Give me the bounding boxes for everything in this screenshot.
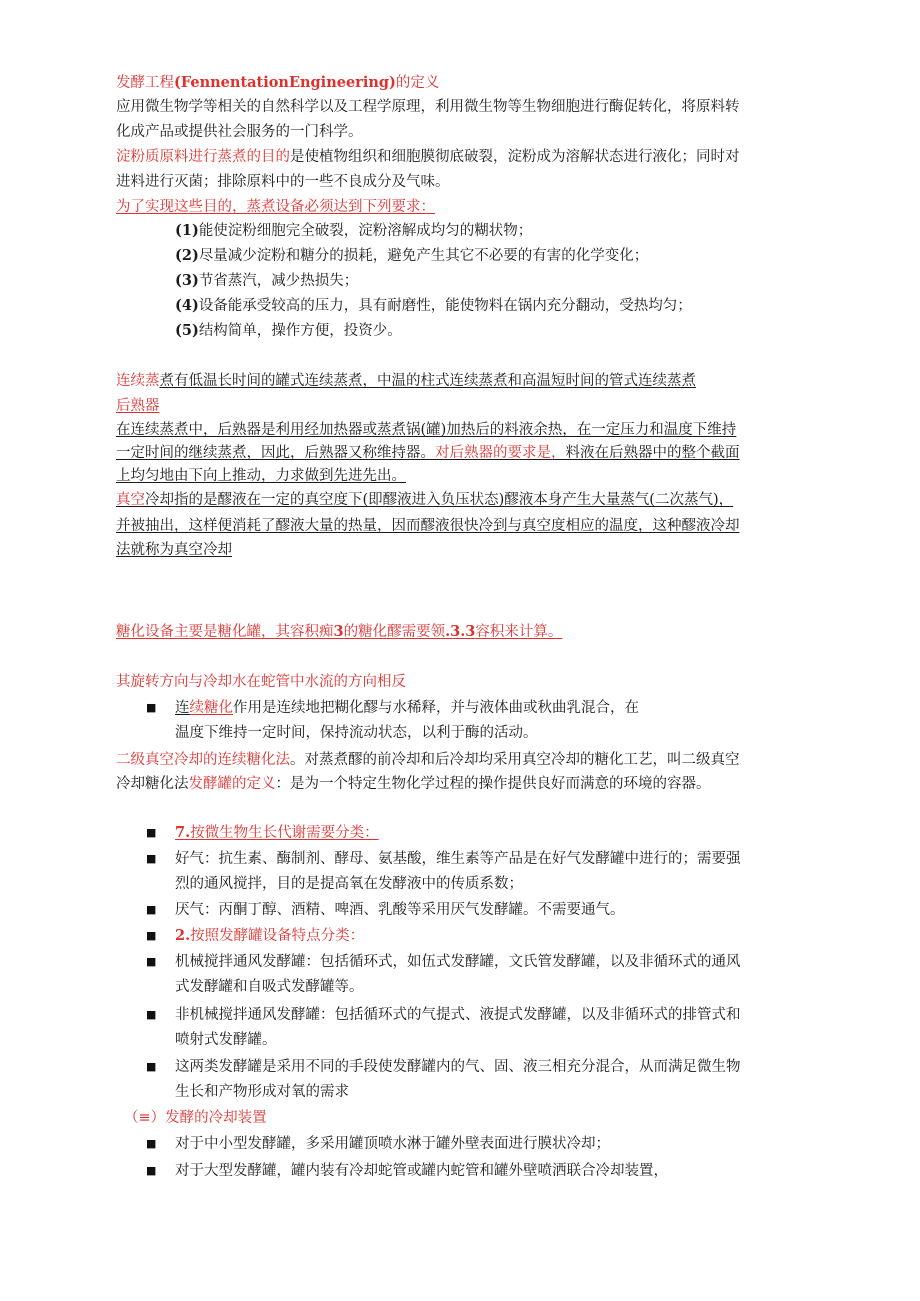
post-maturator-line: 上均匀地由下向上推动，力求做到先进先出。 xyxy=(116,468,406,484)
cooling-device-heading: （≡）发酵的冷却装置 xyxy=(124,1110,267,1126)
cooking-purpose-text: 是使植物组织和细胞膜彻底破裂，淀粉成为溶解状态进行液化；同时对 xyxy=(290,149,740,165)
cooking-purpose-term: 淀粉质原料进行蒸煮的目的 xyxy=(116,149,290,165)
continuous-cooking-term: 连续蒸 xyxy=(116,373,160,389)
bullet-icon: ■ xyxy=(146,929,157,942)
heading-suffix: 的定义 xyxy=(395,75,440,91)
bullet-icon: ■ xyxy=(146,1137,157,1150)
bullet-icon: ■ xyxy=(146,1008,157,1021)
bullet-icon: ■ xyxy=(146,852,157,865)
vacuum-text: 冷却指的是醪液在一定的真空度下(即醪液进入负压状态)醪液本身产生大量蒸气(二次蒸气)， xyxy=(145,492,734,508)
requirement-text: 尽量减少淀粉和糖分的损耗，避免产生其它不必要的有害的化学变化； xyxy=(198,248,649,264)
heading-english-term: (FennentationEngineering) xyxy=(174,74,396,91)
cooling-method-line: 对于大型发酵罐，罐内装有冷却蛇管或罐内蛇管和罐外壁喷洒联合冷却装置， xyxy=(175,1163,668,1179)
non-mechanical-fermenter-line: 非机械搅拌通风发酵罐：包括循环式的气提式、液提式发酵罐，以及非循环式的排管式和 xyxy=(175,1007,741,1023)
classification-heading xyxy=(175,823,379,843)
bullet-icon: ■ xyxy=(146,903,157,916)
fermenter-definition-text: ：是为一个特定生物化学过程的操作提供良好而满意的环境的容器。 xyxy=(275,776,711,792)
requirement-text: 能使淀粉细胞完全破裂，淀粉溶解成均匀的糊状物； xyxy=(198,223,533,239)
post-maturator-text: 一定时间的继续蒸煮，因此，后熟器又称维持器。 xyxy=(116,445,435,461)
vacuum-cooling-line xyxy=(116,490,733,510)
mechanical-fermenter-line: 式发酵罐和自吸式发酵罐等。 xyxy=(175,979,364,995)
two-stage-cooling-line xyxy=(116,750,740,770)
two-stage-cooling-text: 冷却糖化法 xyxy=(116,776,189,792)
continuous-saccharification-term: 连 xyxy=(175,700,190,716)
mechanical-fermenter-line: 机械搅拌通风发酵罐：包括循环式，如伍式发酵罐，文氏管发酵罐，以及非循环式的通风 xyxy=(175,954,741,970)
rotation-direction-line: 其旋转方向与冷却水在蛇管中水流的方向相反 xyxy=(116,674,406,690)
saccharification-text: 糖化设备主要是糖化罐，其容积痴 xyxy=(116,624,334,640)
classification-text: 按照发酵罐设备特点分类： xyxy=(190,928,365,944)
saccharification-number: .3.3 xyxy=(445,623,476,640)
non-mechanical-fermenter-line: 喷射式发酵罐。 xyxy=(175,1032,277,1048)
cooking-purpose-line xyxy=(116,147,740,167)
vacuum-term: 真空 xyxy=(116,492,145,508)
requirement-text: 结构简单，操作方便，投资少。 xyxy=(198,323,402,339)
continuous-saccharification-line xyxy=(175,698,639,718)
continuous-cooking-text: 煮有 xyxy=(159,373,189,389)
post-maturator-text: 料液在后熟器中的整个截面 xyxy=(565,445,740,461)
continuous-saccharification-term: 续糖化 xyxy=(189,700,233,716)
requirement-text: 设备能承受较高的压力，具有耐磨性，能使物料在锅内充分翻动，受热均匀； xyxy=(198,298,692,314)
fermenter-definition-line xyxy=(116,774,711,794)
requirement-text: 节省蒸汽，减少热损失； xyxy=(198,273,359,289)
fermenter-mixing-line: 这两类发酵罐是采用不同的手段使发酵罐内的气、固、液三相充分混合，从而满足微生物 xyxy=(175,1059,741,1075)
two-stage-cooling-text: 。对蒸煮醪的前冷却和后冷却均采用真空冷却的糖化工艺，叫二级真空 xyxy=(290,752,740,768)
classification-heading xyxy=(175,926,364,946)
aerobic-line: 烈的通风搅拌，目的是提高氧在发酵液中的传质系数； xyxy=(175,876,523,892)
requirement-item xyxy=(175,321,402,341)
requirement-item xyxy=(175,296,692,316)
cooking-purpose-line: 进料进行灭菌；排除原料中的一些不良成分及气味。 xyxy=(116,174,450,190)
definition-heading xyxy=(116,73,439,93)
saccharification-text: 的糖化醪需要领 xyxy=(343,624,446,640)
bullet-icon: ■ xyxy=(146,955,157,968)
classification-text: 按微生物生长代谢需要分类： xyxy=(190,825,379,841)
continuous-saccharification-line: 温度下维持一定时间，保持流动状态，以利于酶的活动。 xyxy=(175,725,538,741)
fermenter-definition-term: 发酵罐的定义 xyxy=(188,776,276,792)
requirements-title: 为了实现这些目的，蒸煮设备必须达到下列要求： xyxy=(116,199,435,215)
heading-red-term: 发酵工程 xyxy=(116,75,174,91)
cooling-method-line: 对于中小型发酵罐，多采用罐顶喷水淋于罐外壁表面进行膜状冷却； xyxy=(175,1136,610,1152)
classification-number: 7. xyxy=(175,824,191,841)
saccharification-number: 3 xyxy=(333,623,344,640)
requirement-item xyxy=(175,246,648,266)
continuous-cooking-line xyxy=(116,371,696,391)
post-maturator-line: 在连续蒸煮中，后熟器是利用经加热器或蒸煮锅(罐)加热后的料液余热，在一定压力和温度下维持 xyxy=(116,422,737,438)
requirement-number: (1) xyxy=(175,222,199,239)
requirement-item xyxy=(175,221,532,241)
requirement-item xyxy=(175,271,358,291)
vacuum-cooling-line: 并被抽出，这样便消耗了醪液大量的热量，因而醪液很快冷到与真空度相应的温度，这种醪液冷却 xyxy=(116,518,740,534)
continuous-saccharification-text: 作用是连续地把糊化醪与水稀释，并与液体曲或秋曲乳混合，在 xyxy=(233,700,639,716)
aerobic-line: 好气：抗生素、酶制剂、酵母、氨基酸，维生素等产品是在好气发酵罐中进行的；需要强 xyxy=(175,851,741,867)
post-maturator-title: 后熟器 xyxy=(116,398,160,414)
definition-body-line: 应用微生物学等相关的自然科学以及工程学原理，利用微生物等生物细胞进行酶促转化，将原料转 xyxy=(116,99,740,115)
bullet-icon: ■ xyxy=(146,1164,157,1177)
requirement-number: (5) xyxy=(175,322,199,339)
post-maturator-line xyxy=(116,443,740,463)
bullet-icon: ■ xyxy=(146,1060,157,1073)
definition-body-line: 化成产品或提供社会服务的一门科学。 xyxy=(116,124,363,140)
two-stage-cooling-term: 二级真空冷却的连续糖化法 xyxy=(116,752,290,768)
continuous-cooking-types: 低温长时间的罐式连续蒸煮，中温的柱式连续蒸煮和高温短时间的管式连续蒸煮 xyxy=(188,373,696,389)
requirement-number: (2) xyxy=(175,247,199,264)
saccharification-text: 容积来计算。 xyxy=(475,624,563,640)
requirement-number: (4) xyxy=(175,297,199,314)
bullet-icon: ■ xyxy=(146,826,157,839)
anaerobic-line: 厌气：丙酮丁醇、酒精、啤酒、乳酸等采用厌气发酵罐。不需要通气。 xyxy=(175,902,625,918)
fermenter-mixing-line: 生长和产物形成对氧的需求 xyxy=(175,1084,349,1100)
saccharification-line xyxy=(116,622,562,642)
post-maturator-requirement: 对后熟器的要求是， xyxy=(435,445,566,461)
bullet-icon: ■ xyxy=(146,701,157,714)
requirement-number: (3) xyxy=(175,272,199,289)
vacuum-cooling-line: 法就称为真空冷却 xyxy=(116,542,232,558)
classification-number: 2. xyxy=(175,927,191,944)
